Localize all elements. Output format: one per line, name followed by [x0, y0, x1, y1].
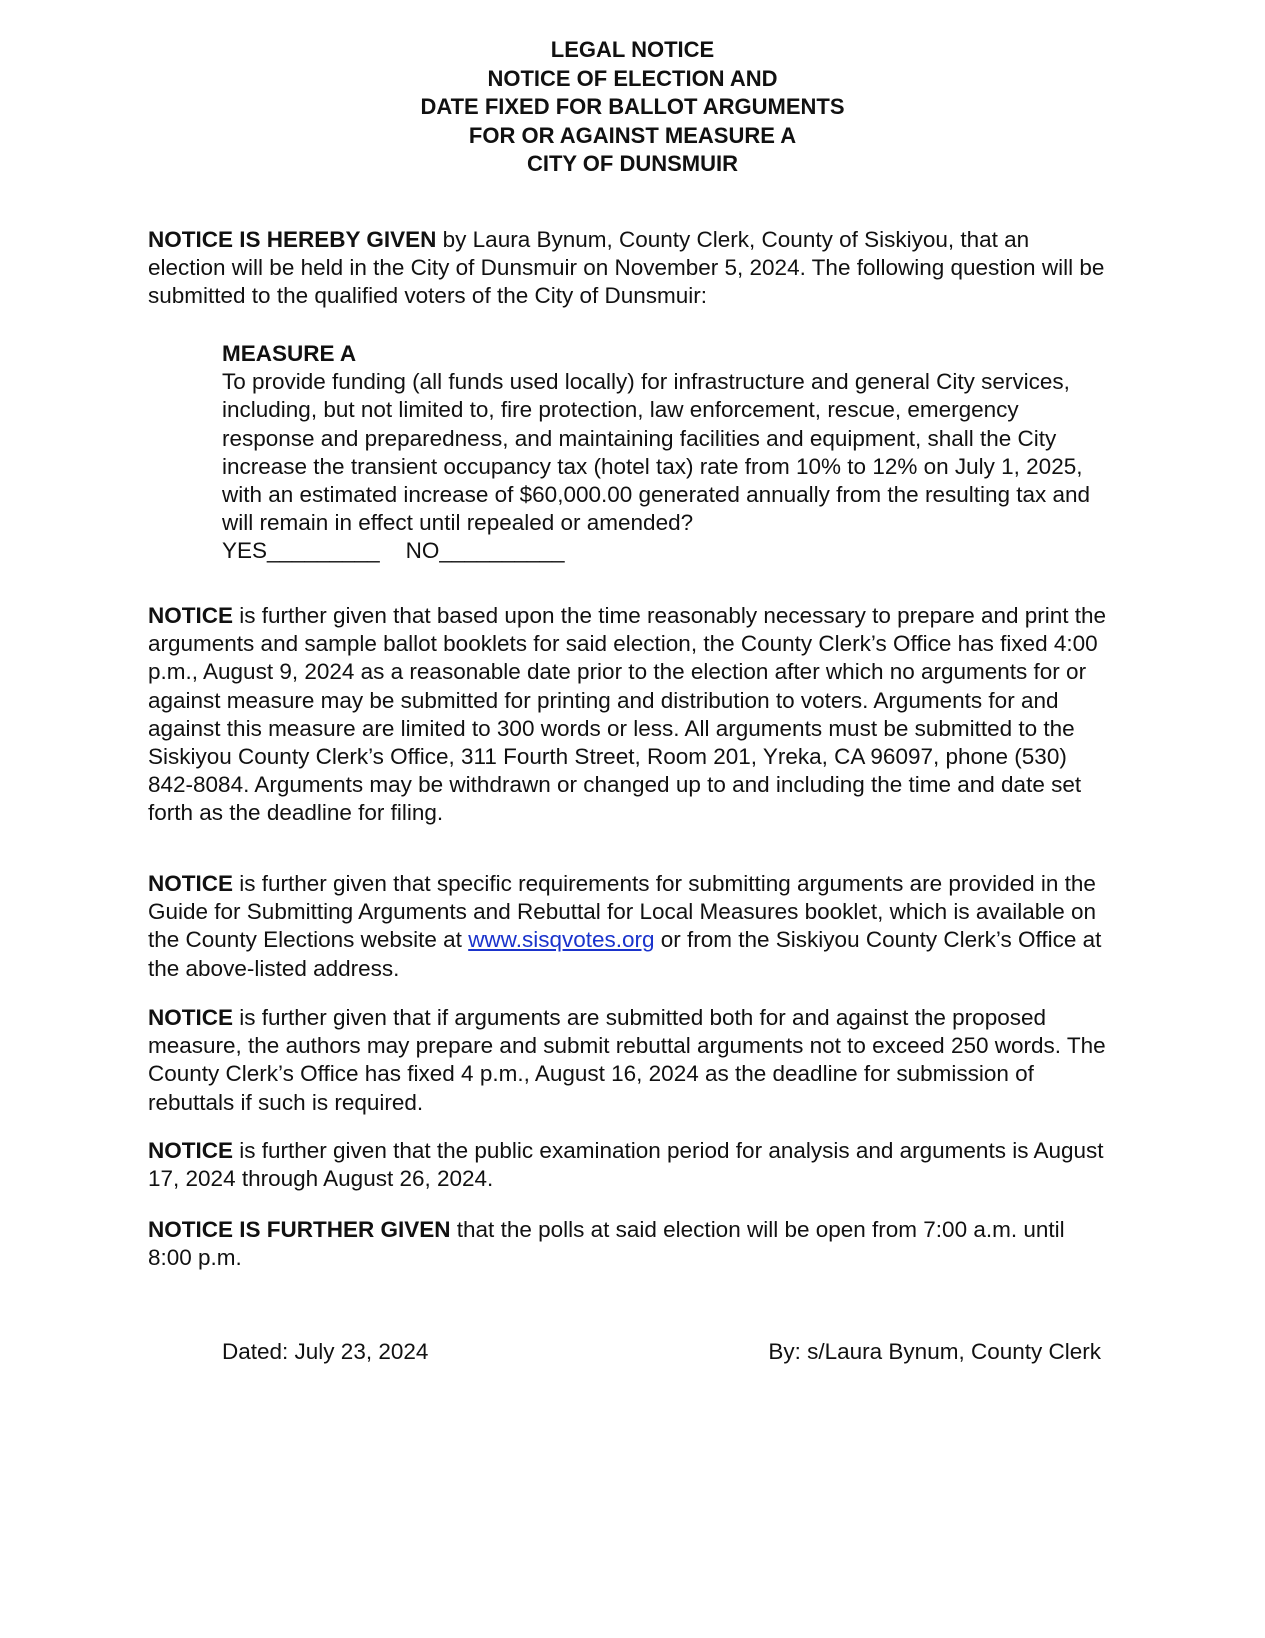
- notice-lead: NOTICE IS FURTHER GIVEN: [148, 1217, 451, 1242]
- intro-lead: NOTICE IS HEREBY GIVEN: [148, 227, 437, 252]
- heading-line-notice-of-election: NOTICE OF ELECTION AND: [487, 65, 778, 91]
- dated-line: Dated: July 23, 2024: [222, 1339, 429, 1364]
- notice-argument-deadline: [148, 602, 1108, 828]
- notice-text: that the polls at said election will be open from 7:00 a.m. until 8:00 p.m.: [148, 1217, 1065, 1271]
- notice-requirements: [148, 870, 1108, 983]
- heading-line-legal-notice: LEGAL NOTICE: [550, 37, 715, 62]
- notice-text: is further given that specific requirements for submitting arguments are provided in the Guide for Submitting Arguments and Rebuttal for Local Measures booklet, which is available on the County Elections website at: [148, 871, 1097, 953]
- notice-lead: NOTICE: [148, 1138, 234, 1163]
- heading-line-measure: FOR OR AGAINST MEASURE A: [468, 122, 797, 148]
- measure-title: MEASURE A: [222, 341, 357, 366]
- notice-polls-hours: [148, 1216, 1108, 1272]
- intro-paragraph: [148, 226, 1108, 311]
- measure-question: To provide funding (all funds used locally) for infrastructure and general City services, including, but not limited to, fire protection, law enforcement, rescue, emergency response and preparedness, and maintaining facilities and equipment, shall the City increase the transient occupancy tax (hotel tax) rate from 10% to 12% on July 1, 2025, with an estimated increase of $60,000.00 generated annually from the resulting tax and will remain in effect until repealed or amended?: [222, 369, 1091, 536]
- notice-lead: NOTICE: [148, 603, 234, 628]
- heading-line-date-fixed: DATE FIXED FOR BALLOT ARGUMENTS: [420, 94, 845, 119]
- notice-heading: [0, 36, 1265, 179]
- vote-options: [222, 537, 1102, 565]
- notice-text-after: or from the Siskiyou County Clerk’s Office at the above-listed address.: [148, 927, 1102, 981]
- notice-lead: NOTICE: [148, 1005, 234, 1030]
- no-option: NO__________: [405, 538, 565, 564]
- notice-lead: NOTICE: [148, 871, 234, 896]
- intro-text: by Laura Bynum, County Clerk, County of Siskiyou, that an election will be held in the City of Dunsmuir on November 5, 2024. The following question will be submitted to the qualified voters of the City of Dunsmuir:: [148, 227, 1105, 309]
- yes-option: YES_________: [222, 538, 380, 564]
- notice-text: is further given that based upon the time reasonably necessary to prepare and print the arguments and sample ballot booklets for said election, the County Clerk’s Office has fixed 4:00 p.m., August 9, 2024 as a reasonable date prior to the election after which no arguments for or against measure may be submitted for printing and distribution to voters. Arguments for and against this measure are limited to 300 words or less. All arguments must be submitted to the Siskiyou County Clerk’s Office, 311 Fourth Street, Room 201, Yreka, CA 96097, phone (530) 842-8084. Arguments may be withdrawn or changed up to and including the time and date set forth as the deadline for filing.: [148, 603, 1107, 826]
- notice-examination-period: [148, 1137, 1108, 1193]
- notice-text: is further given that the public examination period for analysis and arguments is August 17, 2024 through August 26, 2024.: [148, 1138, 1104, 1192]
- notice-rebuttals: [148, 1004, 1108, 1117]
- notice-text: is further given that if arguments are submitted both for and against the proposed measure, the authors may prepare and submit rebuttal arguments not to exceed 250 words. The County Clerk’s Office has fixed 4 p.m., August 16, 2024 as the deadline for submission of rebuttals if such is required.: [148, 1005, 1106, 1115]
- measure-a-block: [222, 340, 1102, 566]
- heading-line-city: CITY OF DUNSMUIR: [526, 151, 739, 176]
- sisqvotes-link[interactable]: www.sisqvotes.org: [468, 927, 655, 953]
- signature-line: By: s/Laura Bynum, County Clerk: [768, 1339, 1101, 1364]
